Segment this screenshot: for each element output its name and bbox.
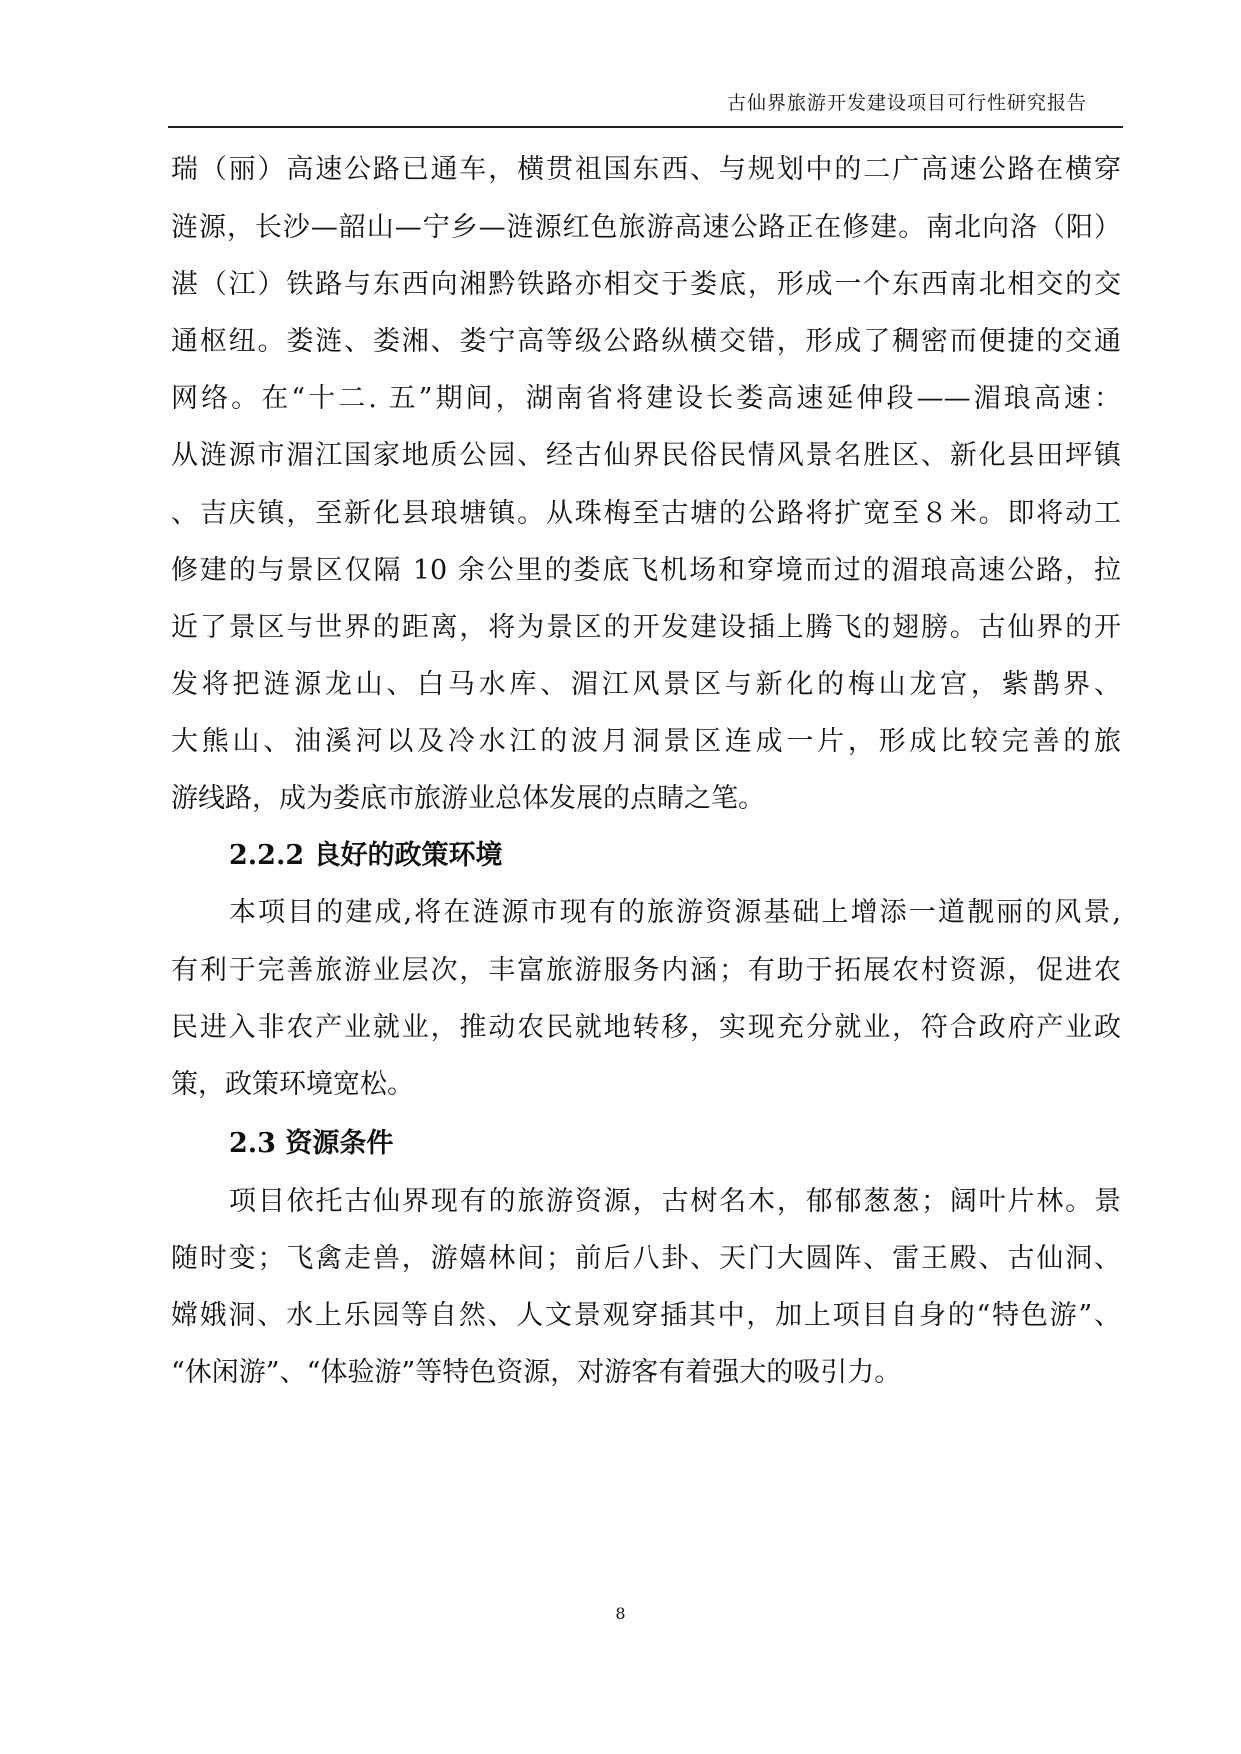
header-title: 古仙界旅游开发建设项目可行性研究报告: [726, 92, 1087, 114]
paragraph-line: 项目依托古仙界现有的旅游资源，古树名木，郁郁葱葱；阔叶片林。景: [229, 1186, 1121, 1217]
section-heading-policy: 2.2.2 良好的政策环境: [229, 840, 503, 871]
paragraph-line: 嫦娥洞、水上乐园等自然、人文景观穿插其中，加上项目自身的“特色游”、: [171, 1300, 1121, 1331]
paragraph-line: 发将把涟源龙山、白马水库、湄江风景区与新化的梅山龙宫，紫鹊界、: [171, 669, 1121, 700]
paragraph-line: 修建的与景区仅隔 10 余公里的娄底飞机场和穿境而过的湄琅高速公路，拉: [171, 555, 1121, 586]
page-number: 8: [615, 1604, 626, 1623]
paragraph-line: 涟源，长沙—韶山—宁乡—涟源红色旅游高速公路正在修建。南北向洛（阳）: [171, 212, 1121, 243]
paragraph-line: 近了景区与世界的距离，将为景区的开发建设插上腾飞的翅膀。古仙界的开: [171, 612, 1121, 643]
paragraph-line: 民进入非农产业就业，推动农民就地转移，实现充分就业，符合政府产业政: [171, 1012, 1121, 1043]
paragraph-line: 从涟源市湄江国家地质公园、经古仙界民俗民情风景名胜区、新化县田坪镇: [171, 440, 1121, 471]
paragraph-line: 游线路，成为娄底市旅游业总体发展的点睛之笔。: [171, 783, 765, 814]
paragraph-line: 随时变；飞禽走兽，游嬉林间；前后八卦、天门大圆阵、雷王殿、古仙洞、: [171, 1243, 1121, 1274]
paragraph-line: 网络。在“十二. 五”期间，湖南省将建设长娄高速延伸段——湄琅高速：: [171, 383, 1121, 414]
paragraph-line: “休闲游”、“体验游”等特色资源，对游客有着强大的吸引力。: [171, 1357, 902, 1388]
page-header: [168, 82, 1123, 128]
paragraph-line: 本项目的建成,将在涟源市现有的旅游资源基础上增添一道靓丽的风景,: [229, 897, 1121, 928]
paragraph-line: 瑞（丽）高速公路已通车，横贯祖国东西、与规划中的二广高速公路在横穿: [171, 154, 1121, 185]
paragraph-line: 有利于完善旅游业层次，丰富旅游服务内涵；有助于拓展农村资源，促进农: [171, 955, 1121, 986]
section-heading-resources: 2.3 资源条件: [229, 1128, 394, 1159]
paragraph-line: 策，政策环境宽松。: [171, 1069, 414, 1100]
paragraph-line: 大熊山、油溪河以及冷水江的波月洞景区连成一片，形成比较完善的旅: [171, 726, 1121, 757]
paragraph-line: 通枢纽。娄涟、娄湘、娄宁高等级公路纵横交错，形成了稠密而便捷的交通: [171, 326, 1121, 357]
paragraph-line: 、吉庆镇，至新化县琅塘镇。从珠梅至古塘的公路将扩宽至８米。即将动工: [171, 498, 1121, 529]
paragraph-line: 湛（江）铁路与东西向湘黔铁路亦相交于娄底，形成一个东西南北相交的交: [171, 269, 1121, 300]
